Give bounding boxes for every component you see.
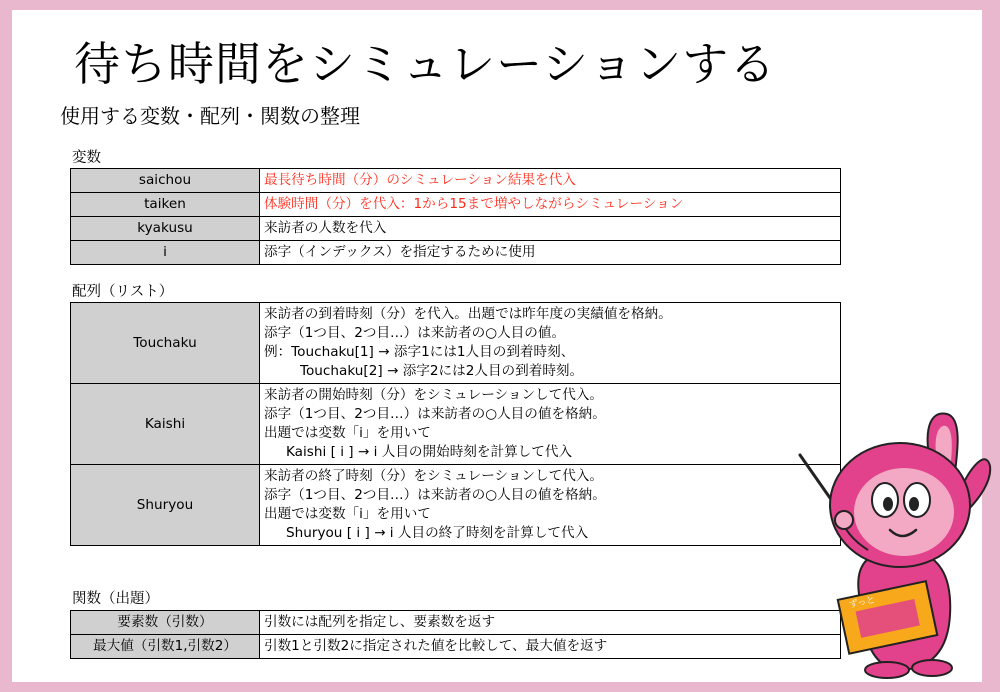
- array-desc-line: Kaishi [ i ] → i 人目の開始時刻を計算して代入: [286, 444, 573, 460]
- variable-name-cell: i: [71, 241, 260, 265]
- array-desc-line: Touchaku[2] → 添字2には2人目の到着時刻。: [300, 363, 584, 379]
- variables-table: [70, 168, 841, 265]
- variable-name-cell: saichou: [71, 169, 260, 193]
- table-row: [71, 193, 841, 217]
- function-desc-cell: 引数1と引数2に指定された値を比較して、最大値を返す: [260, 635, 841, 659]
- array-desc-line: 添字（1つ目、2つ目…）は来訪者の○人目の値を格納。: [264, 487, 606, 503]
- function-name-cell: 要素数（引数）: [71, 611, 260, 635]
- table-row: [71, 384, 841, 465]
- table-row: [71, 217, 841, 241]
- array-desc-cell: [260, 465, 841, 546]
- functions-table: [70, 610, 841, 659]
- array-desc-cell: [260, 303, 841, 384]
- table-row: [71, 169, 841, 193]
- pink-rabbit-mascot-icon: [782, 400, 992, 680]
- array-desc-cell: [260, 384, 841, 465]
- array-desc-line: 例：Touchaku[1] → 添字1には1人目の到着時刻、: [264, 344, 575, 360]
- table-row: [71, 635, 841, 659]
- function-name-cell: 最大値（引数1,引数2）: [71, 635, 260, 659]
- array-name-cell: Touchaku: [71, 303, 260, 384]
- array-desc-line: 来訪者の到着時刻（分）を代入。出題では昨年度の実績値を格納。: [264, 306, 672, 322]
- array-desc-line: 出題では変数「i」を用いて: [264, 506, 431, 522]
- page-title: 待ち時間をシミュレーションする: [74, 37, 777, 91]
- function-desc-cell: 引数には配列を指定し、要素数を返す: [260, 611, 841, 635]
- variable-desc-cell: 添字（インデックス）を指定するために使用: [260, 241, 841, 265]
- variable-desc-cell: 最長待ち時間（分）のシミュレーション結果を代入: [260, 169, 841, 193]
- table-row: [71, 303, 841, 384]
- variable-name-cell: kyakusu: [71, 217, 260, 241]
- array-desc-line: 来訪者の開始時刻（分）をシミュレーションして代入。: [264, 387, 604, 403]
- table-row: [71, 611, 841, 635]
- page-subtitle: 使用する変数・配列・関数の整理: [60, 104, 360, 128]
- array-name-cell: Kaishi: [71, 384, 260, 465]
- array-desc-line: 添字（1つ目、2つ目…）は来訪者の○人目の値を格納。: [264, 406, 606, 422]
- variable-name-cell: taiken: [71, 193, 260, 217]
- variables-section-label: 変数: [72, 150, 101, 166]
- array-desc-line: 出題では変数「i」を用いて: [264, 425, 431, 441]
- variable-desc-cell: 体験時間（分）を代入：1から15まで増やしながらシミュレーション: [260, 193, 841, 217]
- array-desc-line: Shuryou [ i ] → i 人目の終了時刻を計算して代入: [286, 525, 589, 541]
- mascot-sign-text: ずっと: [848, 595, 877, 611]
- arrays-table: [70, 302, 841, 546]
- table-row: [71, 241, 841, 265]
- table-row: [71, 465, 841, 546]
- array-name-cell: Shuryou: [71, 465, 260, 546]
- functions-section-label: 関数（出題）: [72, 591, 159, 607]
- arrays-section-label: 配列（リスト）: [72, 284, 174, 300]
- array-desc-line: 添字（1つ目、2つ目…）は来訪者の○人目の値。: [264, 325, 566, 341]
- array-desc-line: 来訪者の終了時刻（分）をシミュレーションして代入。: [264, 468, 604, 484]
- variable-desc-cell: 来訪者の人数を代入: [260, 217, 841, 241]
- slide: [12, 10, 982, 682]
